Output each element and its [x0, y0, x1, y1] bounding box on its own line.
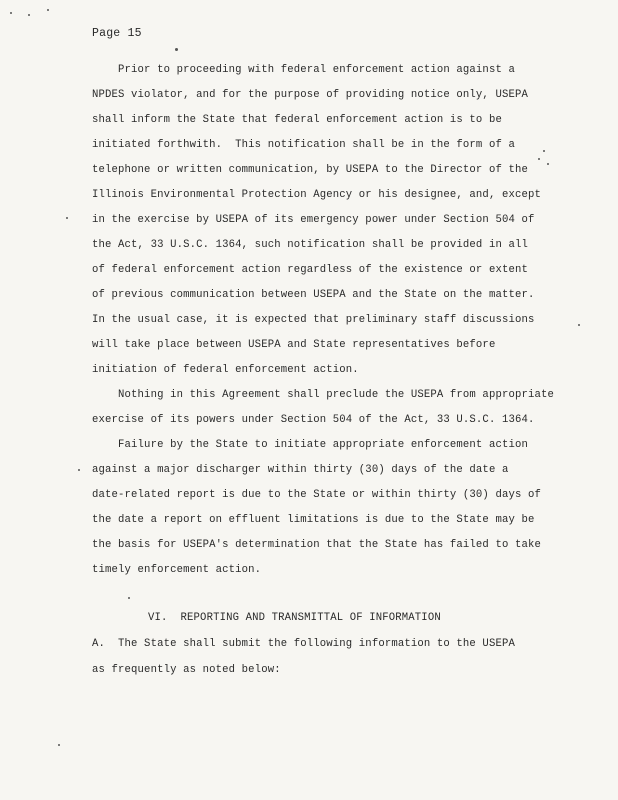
text-line: shall inform the State that federal enforcement action is to be: [92, 114, 502, 126]
text-line: the date a report on effluent limitations is due to the State may be: [92, 514, 535, 526]
scan-speck: [47, 9, 49, 11]
scan-speck: [128, 597, 130, 599]
text-line: against a major discharger within thirty (30) days of the date a: [92, 464, 509, 476]
text-line: A. The State shall submit the following information to the USEPA: [92, 638, 515, 650]
text-line: Failure by the State to initiate appropriate enforcement action: [92, 439, 528, 451]
scan-speck: [66, 217, 68, 219]
scan-speck: [543, 150, 545, 152]
text-line: will take place between USEPA and State representatives before: [92, 339, 496, 351]
text-line: in the exercise by USEPA of its emergency power under Section 504 of: [92, 214, 535, 226]
text-line: timely enforcement action.: [92, 564, 262, 576]
text-line: date-related report is due to the State or within thirty (30) days of: [92, 489, 542, 501]
scan-speck: [28, 14, 30, 16]
page-number: Page 15: [92, 27, 142, 40]
text-line: of previous communication between USEPA and the State on the matter.: [92, 289, 535, 301]
text-line: In the usual case, it is expected that preliminary staff discussions: [92, 314, 535, 326]
text-line: telephone or written communication, by USEPA to the Director of the: [92, 164, 528, 176]
text-line: the basis for USEPA's determination that the State has failed to take: [92, 539, 542, 551]
section-heading: VI. REPORTING AND TRANSMITTAL OF INFORMATION: [148, 612, 441, 624]
scan-speck: [547, 163, 549, 165]
scan-speck: [175, 48, 178, 51]
scan-speck: [578, 324, 580, 326]
text-line: exercise of its powers under Section 504 of the Act, 33 U.S.C. 1364.: [92, 414, 535, 426]
text-line: of federal enforcement action regardless of the existence or extent: [92, 264, 528, 276]
text-line: NPDES violator, and for the purpose of providing notice only, USEPA: [92, 89, 528, 101]
text-line: Prior to proceeding with federal enforcement action against a: [92, 64, 515, 76]
text-line: the Act, 33 U.S.C. 1364, such notification shall be provided in all: [92, 239, 528, 251]
scan-speck: [538, 158, 540, 160]
scan-speck: [10, 12, 12, 14]
text-line: initiation of federal enforcement action.: [92, 364, 359, 376]
text-line: Illinois Environmental Protection Agency or his designee, and, except: [92, 189, 542, 201]
text-line: as frequently as noted below:: [92, 664, 281, 676]
text-line: Nothing in this Agreement shall preclude the USEPA from appropriate: [92, 389, 555, 401]
text-line: initiated forthwith. This notification shall be in the form of a: [92, 139, 515, 151]
scan-speck: [78, 469, 80, 471]
scan-speck: [58, 744, 60, 746]
